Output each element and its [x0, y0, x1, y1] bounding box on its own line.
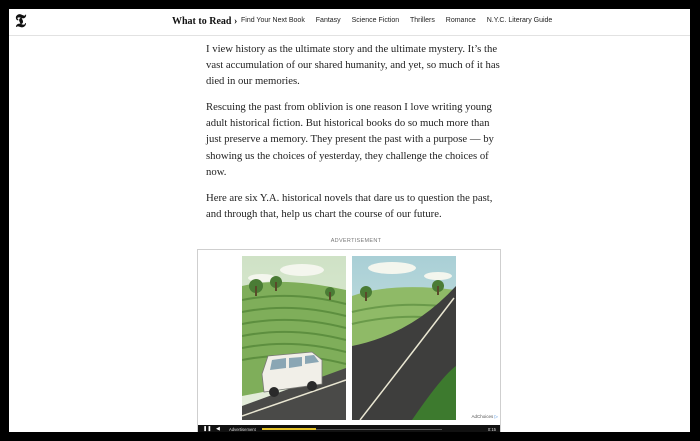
adchoices-label: AdChoices [471, 414, 494, 419]
article-paragraph: Rescuing the past from oblivion is one reason I love writing young adult historical fiction. But historical books do so much more than just preserve a memory. They present the past with a purpose — by showing us the choices of yesterday, they challenge the choices of now. [206, 101, 494, 178]
article-paragraph: I view history as the ultimate story and the ultimate mystery. It’s the vast accumulation of our shared humanity, and yet, so much of it has died in our memories. [206, 43, 500, 88]
nav-link-romance[interactable]: Romance [445, 17, 476, 24]
ad-illustration-road-van [242, 256, 456, 420]
article-body [206, 41, 506, 232]
player-time: 0:15 [487, 426, 496, 432]
browser-viewport [9, 9, 690, 432]
nav-link-science-fiction[interactable]: Science Fiction [351, 17, 400, 24]
nyt-logo-icon[interactable]: 𝕿 [15, 11, 27, 31]
advertisement-label: ADVERTISEMENT [330, 238, 382, 244]
nav-link-fantasy[interactable]: Fantasy [315, 17, 341, 24]
nav-link-thrillers[interactable]: Thrillers [409, 17, 435, 24]
video-player-controls [198, 425, 500, 432]
nav-links [241, 17, 561, 24]
adchoices-icon: ▷ [494, 414, 498, 419]
nav-section-what-to-read[interactable]: What to Read › [172, 16, 238, 27]
player-label: Advertisement [229, 426, 256, 432]
article-paragraph: Here are six Y.A. historical novels that dare us to question the past, and through that, help us chart the course of our future. [206, 191, 493, 220]
volume-icon[interactable]: ◀ [216, 426, 220, 432]
pause-icon[interactable]: ❚❚ [203, 426, 212, 432]
nav-link-find-your-next-book[interactable]: Find Your Next Book [241, 17, 305, 24]
adchoices-link[interactable] [472, 414, 499, 420]
nav-link-nyc-literary-guide[interactable]: N.Y.C. Literary Guide [486, 17, 553, 24]
advertisement-video[interactable] [197, 249, 501, 432]
progress-fill [262, 428, 316, 430]
top-navigation-bar [9, 9, 690, 36]
